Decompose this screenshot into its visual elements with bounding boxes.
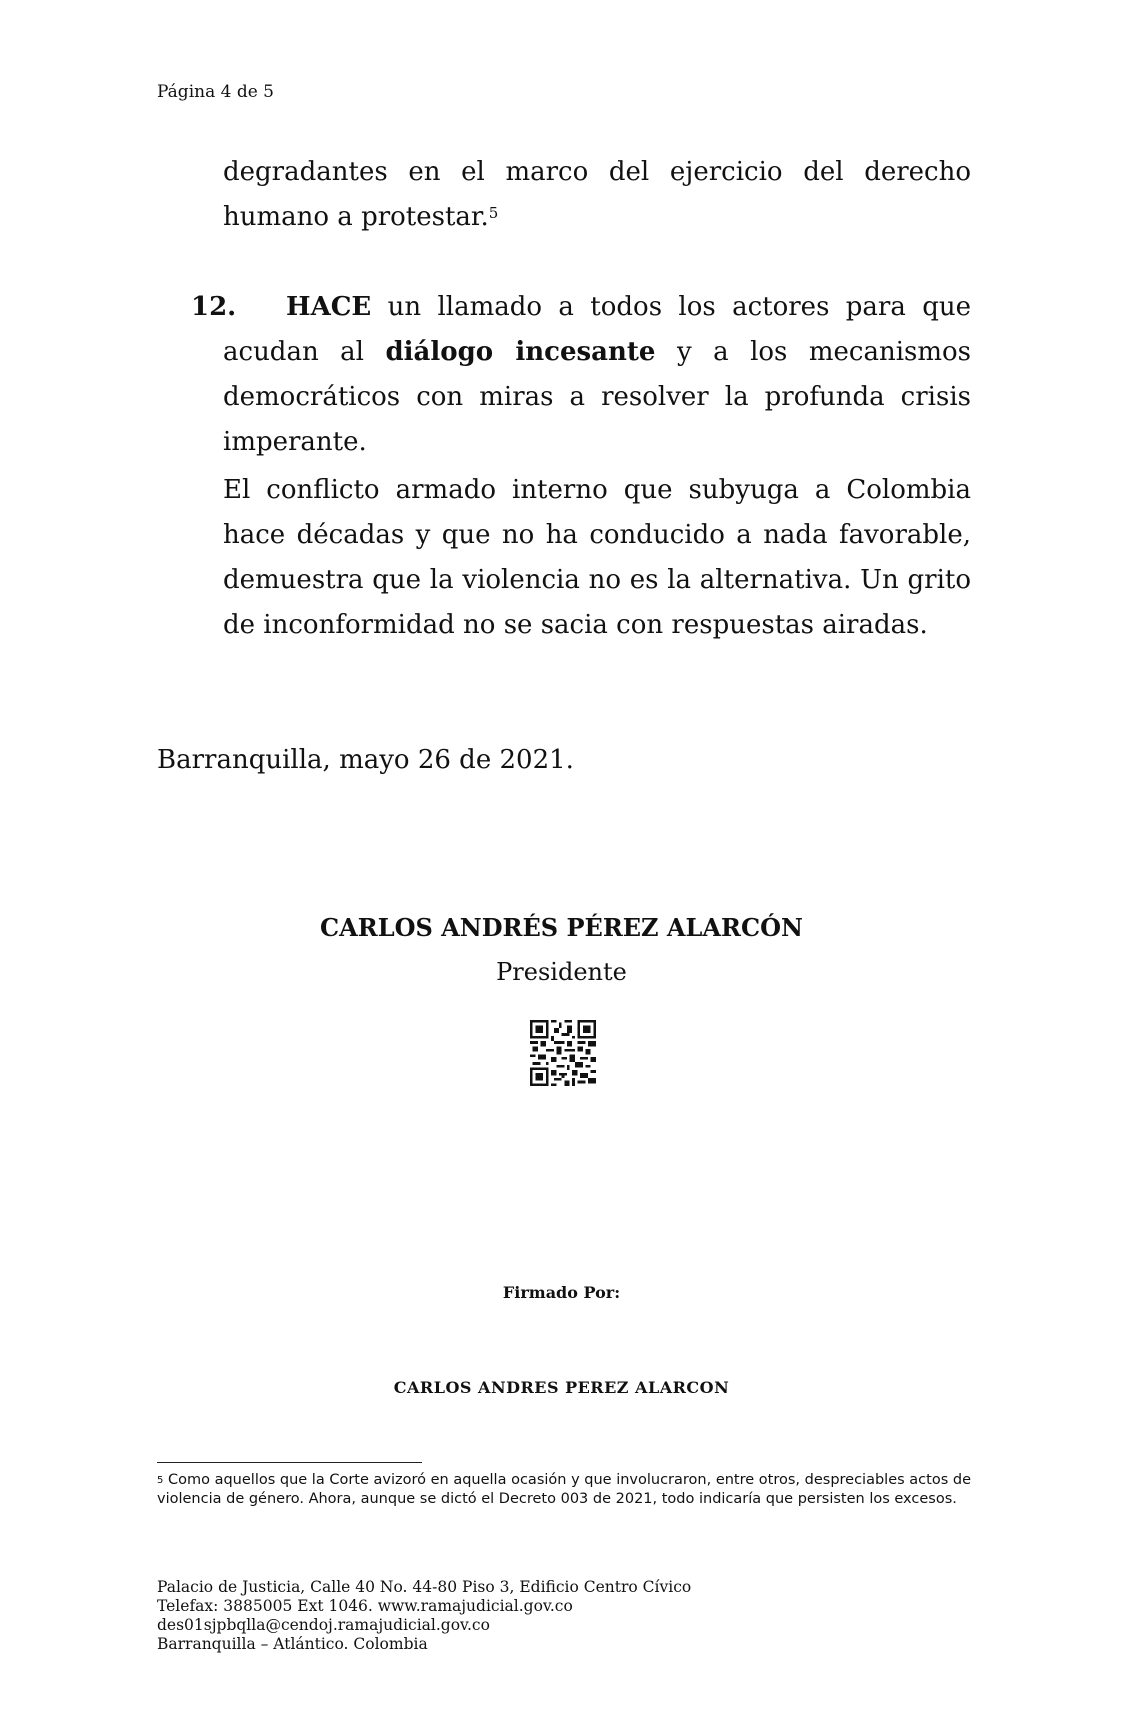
footnote-number: 5 (157, 1475, 164, 1486)
signatory-role: Presidente (496, 958, 627, 986)
footer-email: des01sjpbqlla@cendoj.ramajudicial.gov.co (157, 1616, 490, 1634)
footnote-separator (157, 1462, 422, 1463)
footnote-text: Como aquellos que la Corte avizoró en aquella ocasión y que involucraron, entre otros, despreciables actos de violencia de género. Ahora, aunque se dictó el Decreto 003 de 2021, todo indicaría que persisten los excesos. (157, 1472, 971, 1507)
footer-phone-web: Telefax: 3885005 Ext 1046. www.ramajudicial.gov.co (157, 1597, 573, 1615)
paragraph-item-12 (223, 285, 971, 465)
page-footer (157, 1578, 691, 1654)
qr-code-icon (530, 1020, 596, 1086)
bold-verb: HACE (286, 292, 372, 322)
place-and-date: Barranquilla, mayo 26 de 2021. (157, 745, 574, 775)
paragraph-conflict: El conflicto armado interno que subyuga a Colombia hace décadas y que no ha conducido a nada favorable, demuestra que la violencia no es la alternativa. Un grito de inconformidad no se sacia con respuestas airadas. (223, 475, 971, 640)
footer-city: Barranquilla – Atlántico. Colombia (157, 1635, 428, 1653)
signatory-name: CARLOS ANDRÉS PÉREZ ALARCÓN (320, 913, 803, 942)
footnote (157, 1471, 971, 1509)
item-number: 12. (191, 292, 237, 322)
bold-phrase: diálogo incesante (385, 337, 656, 367)
signed-by-label: Firmado Por: (502, 1283, 621, 1302)
page-number: Página 4 de 5 (157, 82, 274, 102)
footer-address: Palacio de Justicia, Calle 40 No. 44-80 Piso 3, Edificio Centro Cívico (157, 1578, 692, 1596)
paragraph-text: degradantes en el marco del ejercicio del derecho humano a protestar. (223, 157, 971, 232)
digital-signer-name: CARLOS ANDRES PEREZ ALARCON (393, 1378, 730, 1397)
paragraph-text: y a los mecanismos democráticos con miras a resolver la profunda crisis imperante. (223, 337, 972, 457)
paragraph-continuation (223, 150, 971, 240)
paragraph-text: un llamado a todos los actores para que acudan al (223, 292, 971, 367)
footnote-reference[interactable]: 5 (488, 204, 499, 222)
